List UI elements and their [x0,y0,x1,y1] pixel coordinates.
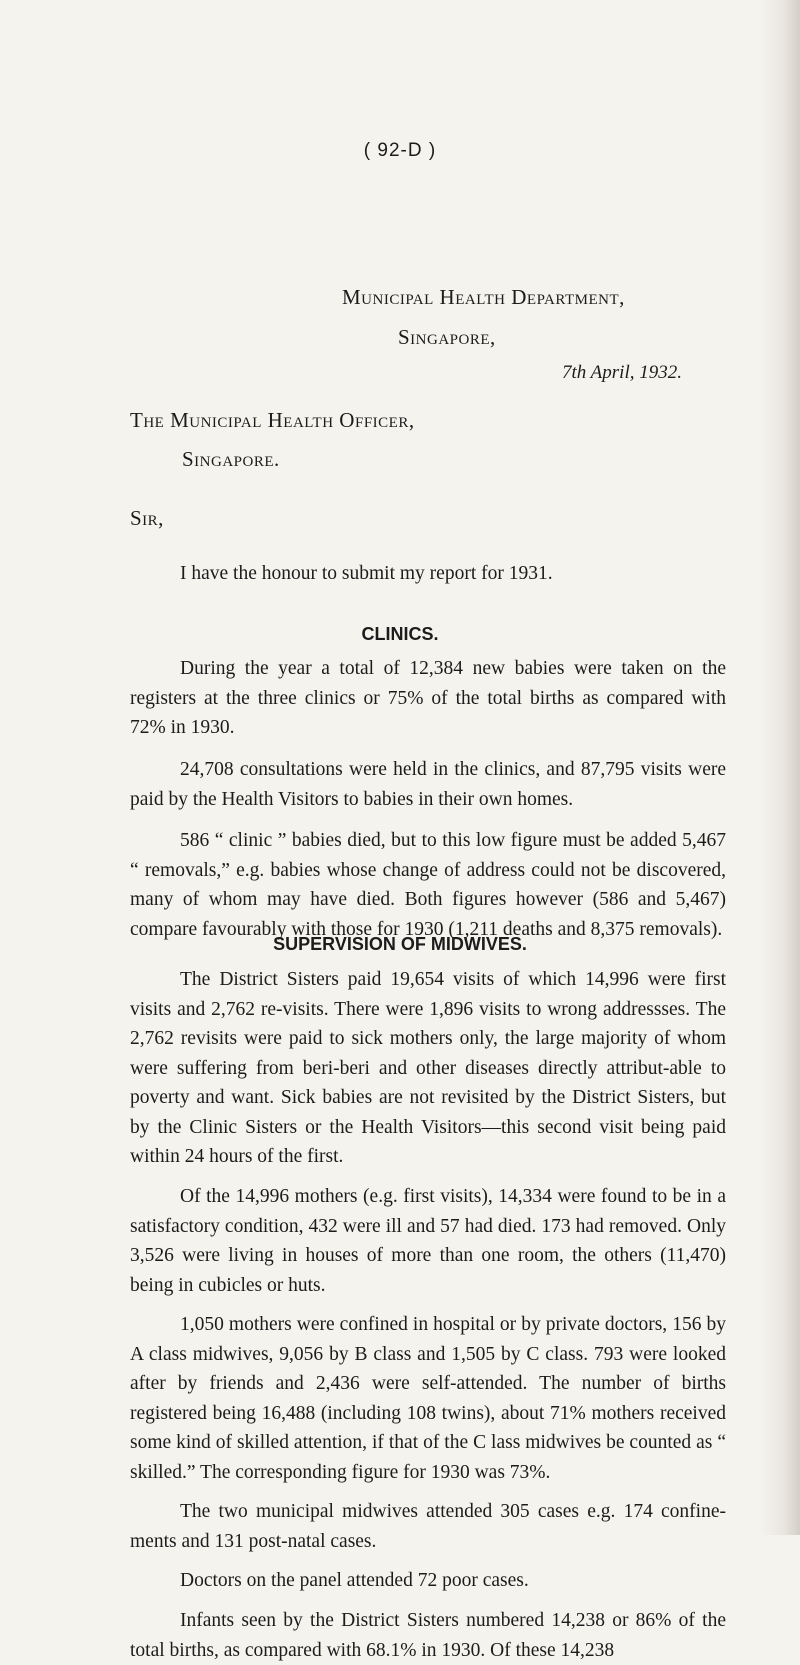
letter-date: 7th April, 1932. [562,362,682,383]
section-heading-midwives: SUPERVISION OF MIDWIVES. [273,934,527,954]
letterhead-place: Singapore, [398,325,496,349]
midwives-paragraph: The two municipal midwives attended 305 cases e.g. 174 confine-ments and 131 post-natal cases. [130,1501,726,1552]
midwives-paragraph: Of the 14,996 mothers (e.g. first visits), 14,334 were found to be in a satisfactory condition, 432 were ill and 57 had died. 173 had removed. Only 3,526 were living in houses of more than one room, the others (11,470) being in cubicles or huts. [130,1186,726,1296]
page-edge-shadow [760,0,800,1535]
letterhead-department: Municipal Health Department, [342,285,625,309]
midwives-paragraph: The District Sisters paid 19,654 visits of which 14,996 were first visits and 2,762 re-visits. There were 1,896 visits to wrong addressses. The 2,762 revisits were paid to sick mothers only, the large majority of whom were suffering from beri-beri and other diseases directly attribut-able to poverty and want. Sick babies are not revisited by the District Sisters, but by the Clinic Sisters or the Health Visitors—this second visit being paid within 24 hours of the first. [130,969,726,1167]
clinics-paragraph: During the year a total of 12,384 new babies were taken on the registers at the three clinics or 75% of the total births as compared with 72% in 1930. [130,658,726,738]
intro-sentence: I have the honour to submit my report for 1931. [180,563,553,584]
midwives-paragraph: Doctors on the panel attended 72 poor cases. [180,1570,529,1591]
section-heading-clinics: CLINICS. [361,624,439,644]
clinics-paragraph: 586 “ clinic ” babies died, but to this low figure must be added 5,467 “ removals,” e.g. babies whose change of address could not be discovered, many of whom may have died. Both figures however (586 and 5,467) compare favourably with those for 1930 (1,211 deaths and 8,375 removals). [130,830,726,940]
midwives-paragraph: 1,050 mothers were confined in hospital or by private doctors, 156 by A class midwives, 9,056 by B class and 1,505 by C class. 793 were looked after by friends and 2,436 were self-attended. The number of births registered being 16,488 (including 108 twins), about 71% mothers received some kind of skilled attention, if that of the C lass midwives be counted as “ skilled.” The corresponding figure for 1930 was 73%. [130,1314,726,1483]
salutation: Sir, [130,506,164,530]
addressee-place: Singapore. [182,447,280,471]
page-number: ( 92-D ) [363,140,437,161]
addressee-title: The Municipal Health Officer, [130,408,415,432]
clinics-paragraph: 24,708 consultations were held in the clinics, and 87,795 visits were paid by the Health Visitors to babies in their own homes. [130,759,726,810]
midwives-paragraph: Infants seen by the District Sisters numbered 14,238 or 86% of the total births, as compared with 68.1% in 1930. Of these 14,238 [130,1610,726,1661]
